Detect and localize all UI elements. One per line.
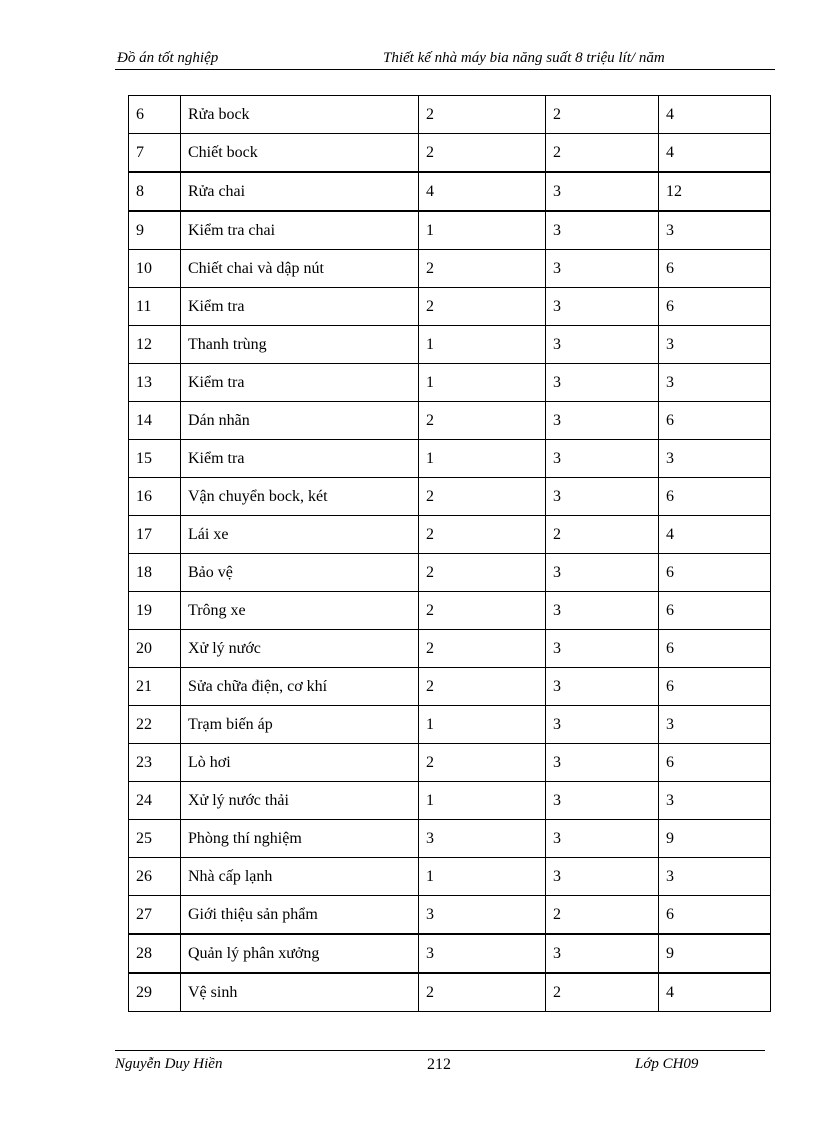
cell-row-number: 25	[129, 820, 181, 858]
cell-row-number: 9	[129, 211, 181, 250]
cell-job-title: Quản lý phân xưởng	[181, 934, 419, 973]
cell-total-workers: 3	[659, 326, 771, 364]
table-row	[129, 288, 771, 326]
cell-shifts: 3	[546, 858, 659, 896]
cell-total-workers: 4	[659, 516, 771, 554]
table-row	[129, 896, 771, 935]
table-row	[129, 782, 771, 820]
cell-workers-per-shift: 2	[419, 668, 546, 706]
table-row	[129, 630, 771, 668]
cell-workers-per-shift: 2	[419, 973, 546, 1012]
table-row	[129, 250, 771, 288]
staffing-table-body	[129, 96, 771, 1012]
table-row	[129, 478, 771, 516]
cell-total-workers: 3	[659, 706, 771, 744]
cell-total-workers: 9	[659, 820, 771, 858]
cell-workers-per-shift: 2	[419, 250, 546, 288]
cell-row-number: 29	[129, 973, 181, 1012]
table-row	[129, 554, 771, 592]
cell-job-title: Rửa chai	[181, 172, 419, 211]
footer-author: Nguyễn Duy Hiền	[115, 1056, 223, 1072]
table-row	[129, 820, 771, 858]
cell-shifts: 3	[546, 364, 659, 402]
cell-row-number: 20	[129, 630, 181, 668]
cell-job-title: Thanh trùng	[181, 326, 419, 364]
cell-shifts: 2	[546, 96, 659, 134]
table-row	[129, 134, 771, 173]
cell-shifts: 3	[546, 592, 659, 630]
cell-total-workers: 12	[659, 172, 771, 211]
cell-row-number: 28	[129, 934, 181, 973]
cell-job-title: Sửa chữa điện, cơ khí	[181, 668, 419, 706]
cell-workers-per-shift: 2	[419, 134, 546, 173]
cell-row-number: 10	[129, 250, 181, 288]
cell-workers-per-shift: 1	[419, 858, 546, 896]
cell-shifts: 3	[546, 554, 659, 592]
cell-job-title: Phòng thí nghiệm	[181, 820, 419, 858]
cell-job-title: Dán nhãn	[181, 402, 419, 440]
table-row	[129, 744, 771, 782]
cell-row-number: 17	[129, 516, 181, 554]
cell-job-title: Vận chuyển bock, két	[181, 478, 419, 516]
table-row	[129, 516, 771, 554]
cell-row-number: 22	[129, 706, 181, 744]
cell-job-title: Giới thiệu sản phẩm	[181, 896, 419, 935]
cell-shifts: 3	[546, 668, 659, 706]
table-row	[129, 96, 771, 134]
cell-total-workers: 6	[659, 402, 771, 440]
cell-total-workers: 6	[659, 668, 771, 706]
cell-total-workers: 3	[659, 364, 771, 402]
cell-job-title: Vệ sinh	[181, 973, 419, 1012]
cell-shifts: 3	[546, 934, 659, 973]
table-row	[129, 668, 771, 706]
cell-shifts: 2	[546, 896, 659, 935]
table-row	[129, 326, 771, 364]
table-row	[129, 858, 771, 896]
table-row	[129, 934, 771, 973]
cell-workers-per-shift: 1	[419, 364, 546, 402]
cell-shifts: 3	[546, 288, 659, 326]
cell-total-workers: 4	[659, 973, 771, 1012]
cell-total-workers: 3	[659, 858, 771, 896]
cell-row-number: 11	[129, 288, 181, 326]
cell-workers-per-shift: 1	[419, 211, 546, 250]
cell-total-workers: 3	[659, 782, 771, 820]
cell-row-number: 16	[129, 478, 181, 516]
cell-job-title: Kiểm tra	[181, 440, 419, 478]
table-row	[129, 973, 771, 1012]
cell-workers-per-shift: 4	[419, 172, 546, 211]
cell-workers-per-shift: 2	[419, 402, 546, 440]
header-thesis-title: Thiết kế nhà máy bia năng suất 8 triệu lít/ năm	[383, 50, 665, 66]
cell-total-workers: 6	[659, 592, 771, 630]
cell-row-number: 27	[129, 896, 181, 935]
cell-workers-per-shift: 2	[419, 478, 546, 516]
cell-shifts: 2	[546, 516, 659, 554]
cell-workers-per-shift: 1	[419, 326, 546, 364]
table-row	[129, 706, 771, 744]
table-row	[129, 440, 771, 478]
table-row	[129, 364, 771, 402]
cell-job-title: Kiểm tra chai	[181, 211, 419, 250]
cell-total-workers: 9	[659, 934, 771, 973]
cell-total-workers: 6	[659, 250, 771, 288]
cell-total-workers: 6	[659, 896, 771, 935]
cell-shifts: 3	[546, 172, 659, 211]
cell-shifts: 3	[546, 630, 659, 668]
cell-row-number: 7	[129, 134, 181, 173]
cell-total-workers: 4	[659, 96, 771, 134]
header-thesis-label: Đồ án tốt nghiệp	[117, 50, 219, 66]
cell-total-workers: 3	[659, 440, 771, 478]
cell-job-title: Rửa bock	[181, 96, 419, 134]
cell-shifts: 3	[546, 326, 659, 364]
cell-job-title: Kiểm tra	[181, 364, 419, 402]
cell-shifts: 3	[546, 744, 659, 782]
cell-total-workers: 6	[659, 630, 771, 668]
cell-job-title: Xử lý nước	[181, 630, 419, 668]
cell-shifts: 3	[546, 820, 659, 858]
table-row	[129, 402, 771, 440]
cell-total-workers: 3	[659, 211, 771, 250]
cell-workers-per-shift: 1	[419, 782, 546, 820]
footer-divider	[115, 1050, 765, 1051]
cell-job-title: Lò hơi	[181, 744, 419, 782]
cell-shifts: 3	[546, 250, 659, 288]
cell-row-number: 23	[129, 744, 181, 782]
cell-total-workers: 6	[659, 288, 771, 326]
cell-total-workers: 6	[659, 744, 771, 782]
page-header	[115, 48, 775, 70]
cell-total-workers: 4	[659, 134, 771, 173]
cell-row-number: 15	[129, 440, 181, 478]
page-number: 212	[427, 1056, 451, 1073]
cell-workers-per-shift: 1	[419, 440, 546, 478]
cell-workers-per-shift: 3	[419, 934, 546, 973]
cell-workers-per-shift: 2	[419, 554, 546, 592]
cell-row-number: 6	[129, 96, 181, 134]
cell-job-title: Chiết chai và dập nút	[181, 250, 419, 288]
cell-workers-per-shift: 2	[419, 96, 546, 134]
table-row	[129, 211, 771, 250]
table-row	[129, 172, 771, 211]
cell-total-workers: 6	[659, 554, 771, 592]
cell-workers-per-shift: 2	[419, 592, 546, 630]
cell-job-title: Bảo vệ	[181, 554, 419, 592]
footer-class: Lớp CH09	[635, 1056, 699, 1072]
cell-workers-per-shift: 2	[419, 516, 546, 554]
cell-shifts: 3	[546, 478, 659, 516]
cell-row-number: 18	[129, 554, 181, 592]
cell-shifts: 3	[546, 440, 659, 478]
cell-workers-per-shift: 2	[419, 288, 546, 326]
cell-total-workers: 6	[659, 478, 771, 516]
cell-row-number: 19	[129, 592, 181, 630]
staffing-table	[128, 95, 771, 1012]
cell-workers-per-shift: 1	[419, 706, 546, 744]
cell-job-title: Trạm biến áp	[181, 706, 419, 744]
cell-job-title: Nhà cấp lạnh	[181, 858, 419, 896]
cell-row-number: 12	[129, 326, 181, 364]
cell-shifts: 3	[546, 782, 659, 820]
cell-shifts: 3	[546, 211, 659, 250]
cell-row-number: 14	[129, 402, 181, 440]
cell-row-number: 24	[129, 782, 181, 820]
cell-row-number: 21	[129, 668, 181, 706]
cell-job-title: Chiết bock	[181, 134, 419, 173]
cell-shifts: 3	[546, 706, 659, 744]
header-divider	[115, 69, 775, 70]
cell-shifts: 3	[546, 402, 659, 440]
table-row	[129, 592, 771, 630]
cell-workers-per-shift: 3	[419, 820, 546, 858]
cell-job-title: Xử lý nước thải	[181, 782, 419, 820]
cell-shifts: 2	[546, 973, 659, 1012]
cell-row-number: 13	[129, 364, 181, 402]
cell-job-title: Trông xe	[181, 592, 419, 630]
cell-row-number: 26	[129, 858, 181, 896]
cell-shifts: 2	[546, 134, 659, 173]
cell-row-number: 8	[129, 172, 181, 211]
cell-job-title: Lái xe	[181, 516, 419, 554]
cell-job-title: Kiểm tra	[181, 288, 419, 326]
page-footer	[115, 1056, 765, 1076]
cell-workers-per-shift: 3	[419, 896, 546, 935]
cell-workers-per-shift: 2	[419, 744, 546, 782]
cell-workers-per-shift: 2	[419, 630, 546, 668]
